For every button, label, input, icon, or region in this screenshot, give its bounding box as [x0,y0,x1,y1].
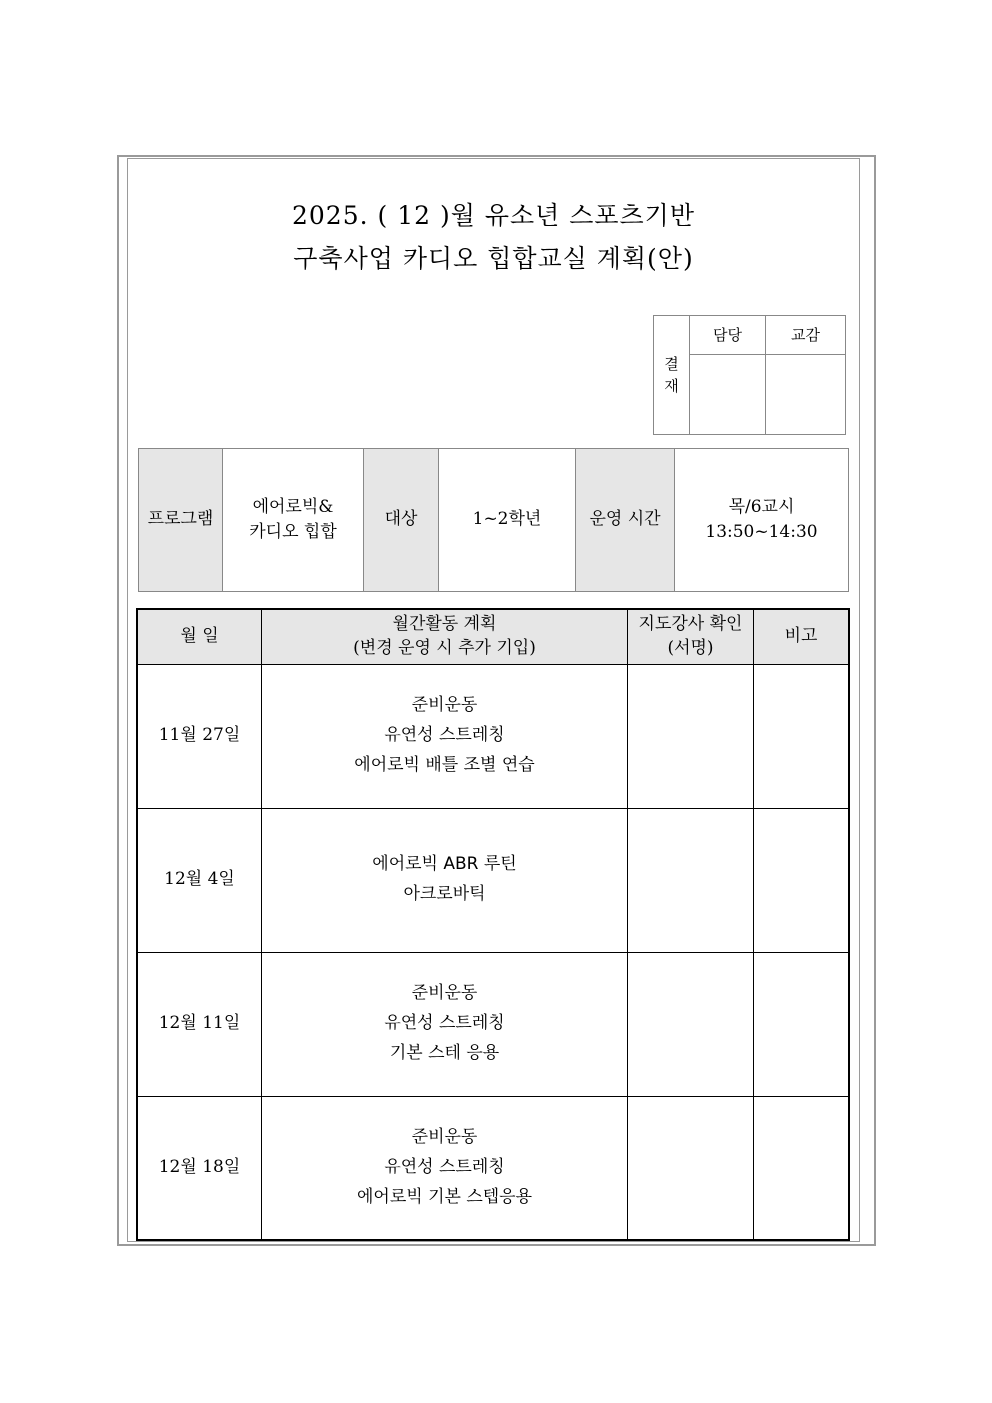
plan-line: 기본 스테 응용 [389,1042,500,1063]
program-label: 프로그램 [139,449,223,592]
row-plan [262,952,628,1096]
header-confirm [628,609,754,664]
table-row [137,1096,849,1240]
title-line-2: 구축사업 카디오 힙합교실 계획(안) [293,244,694,273]
header-note: 비고 [754,609,850,664]
plan-line: 아크로바틱 [403,884,486,904]
plan-line: 에어로빅 기본 스텝응용 [356,1186,533,1207]
program-info-table [138,448,849,592]
row-date: 11월 27일 [137,664,262,808]
row-confirm-sign[interactable] [628,1096,754,1240]
header-confirm-line: 지도강사 확인 [638,613,743,634]
header-plan-line: (변경 운영 시 추가 기입) [353,637,536,658]
schedule-table [136,608,850,1241]
row-plan [262,808,628,952]
table-row [137,952,849,1096]
row-note[interactable] [754,1096,850,1240]
header-plan-line: 월간활동 계획 [392,613,497,634]
program-value-line: 에어로빅& [252,496,334,517]
approval-sign-vice-principal[interactable] [766,355,846,435]
program-value [223,449,364,592]
approval-sign-manager[interactable] [690,355,766,435]
row-plan [262,664,628,808]
approval-label [654,316,690,435]
plan-line: 준비운동 [411,983,478,1004]
row-date: 12월 4일 [137,808,262,952]
row-date: 12월 18일 [137,1096,262,1240]
header-date: 월 일 [137,609,262,664]
target-label: 대상 [364,449,439,592]
plan-line: 에어로빅 ABR 루틴 [372,854,517,875]
time-value-line: 13:50~14:30 [705,522,818,542]
table-row [137,664,849,808]
plan-line: 유연성 스트레칭 [384,1013,505,1034]
row-confirm-sign[interactable] [628,664,754,808]
approval-label-char: 결 [664,354,679,373]
time-label: 운영 시간 [576,449,675,592]
title-line-1: 2025. ( 12 )월 유소년 스포츠기반 [292,201,695,230]
row-note[interactable] [754,952,850,1096]
plan-line: 유연성 스트레칭 [384,725,505,746]
row-confirm-sign[interactable] [628,808,754,952]
target-value: 1~2학년 [439,449,576,592]
time-value-line: 목/6교시 [728,496,795,517]
table-row [137,808,849,952]
approval-header-manager: 담당 [690,316,766,355]
header-plan [262,609,628,664]
approval-table [653,315,846,435]
header-confirm-line: (서명) [667,637,714,658]
time-value [675,449,849,592]
program-value-line: 카디오 힙합 [249,522,337,542]
approval-header-vice-principal: 교감 [766,316,846,355]
approval-label-char: 재 [664,377,679,395]
plan-line: 유연성 스트레칭 [384,1156,505,1177]
plan-line: 준비운동 [411,695,478,716]
row-confirm-sign[interactable] [628,952,754,1096]
plan-line: 준비운동 [411,1127,478,1148]
row-note[interactable] [754,808,850,952]
plan-line: 에어로빅 배틀 조별 연습 [354,754,535,775]
row-note[interactable] [754,664,850,808]
row-plan [262,1096,628,1240]
row-date: 12월 11일 [137,952,262,1096]
